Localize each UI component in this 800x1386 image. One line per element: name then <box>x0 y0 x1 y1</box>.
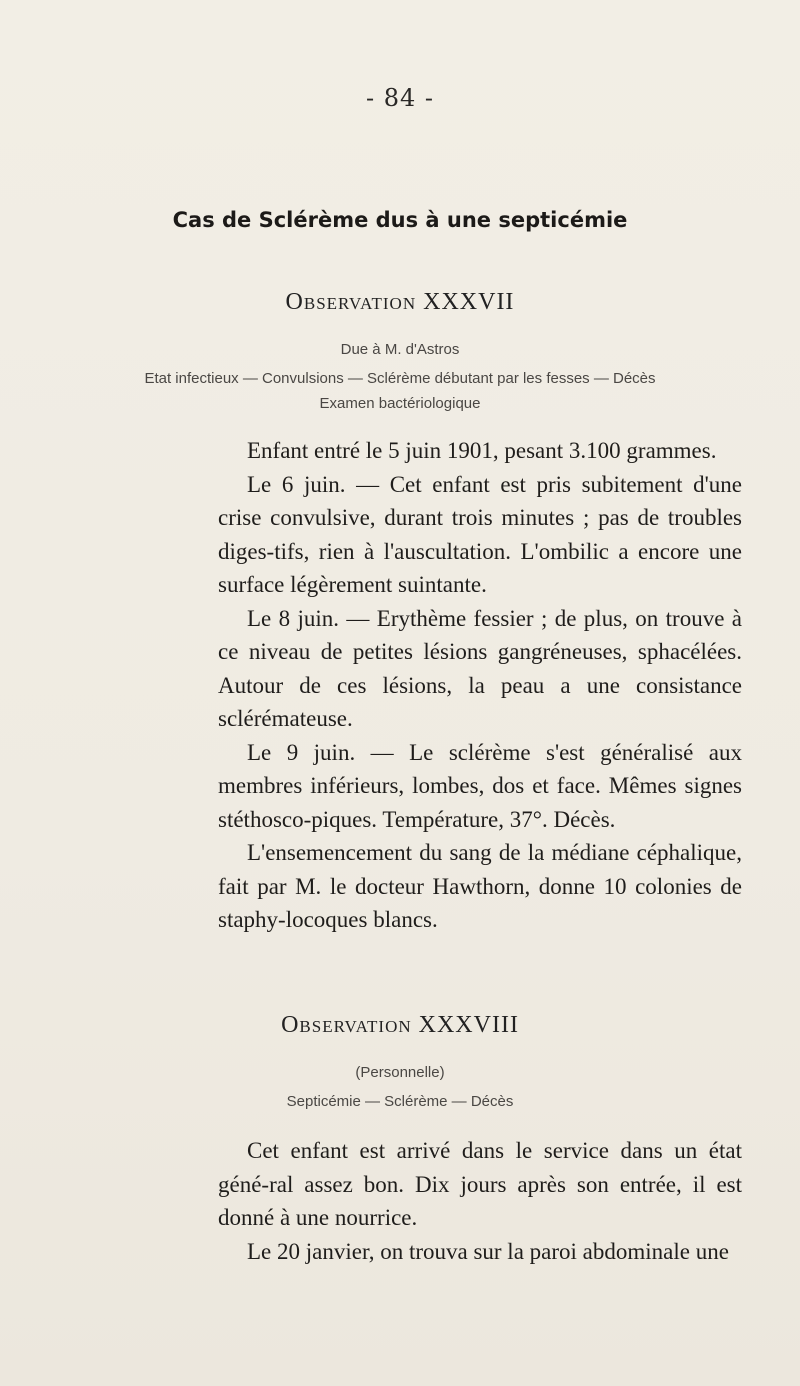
observation-38-heading-text: Observation XXXVIII <box>281 1012 519 1038</box>
observation-38-attribution: (Personnelle) <box>355 1064 445 1081</box>
observation-38-heading <box>0 1012 800 1039</box>
observation-37-attribution: Due à M. d'Astros <box>340 341 460 358</box>
observation-37-body <box>218 434 742 937</box>
observation-38-summary: Septicémie — Sclérème — Décès <box>286 1093 514 1110</box>
paragraph: Cet enfant est arrivé dans le service dans un état géné-ral assez bon. Dix jours après son entrée, il est donné à une nourrice. <box>218 1138 742 1230</box>
paragraph: Le 8 juin. — Erythème fessier ; de plus, on trouve à ce niveau de petites lésions gangréneuses, sphacélées. Autour de ces lésions, la peau a une consistance sclérémateuse. <box>218 605 742 731</box>
observation-37-summary-exam: Examen bactériologique <box>319 395 481 412</box>
paragraph: L'ensemencement du sang de la médiane céphalique, fait par M. le docteur Hawthorn, donne 10 colonies de staphy-locoques blancs. <box>218 840 742 932</box>
observation-37-summary: Etat infectieux — Convulsions — Sclérème débutant par les fesses — Décès <box>144 370 656 387</box>
observation-37-heading <box>0 289 800 316</box>
paragraph: Le 6 juin. — Cet enfant est pris subitement d'une crise convulsive, durant trois minutes ; pas de troubles diges-tifs, rien à l'auscultation. L'ombilic a encore une surface légèrement suintante. <box>218 471 742 597</box>
page-number: - 84 - <box>365 84 434 112</box>
section-title: Cas de Sclérème dus à une septicémie <box>172 208 628 232</box>
paragraph: Enfant entré le 5 juin 1901, pesant 3.100 grammes. <box>247 438 717 463</box>
paragraph: Le 9 juin. — Le sclérème s'est généralisé aux membres inférieurs, lombes, dos et face. Mêmes signes stéthosco-piques. Température, 37°. Décès. <box>218 739 742 832</box>
paragraph: Le 20 janvier, on trouva sur la paroi abdominale une <box>247 1238 729 1264</box>
observation-37-heading-text: Observation XXXVII <box>285 289 515 315</box>
observation-38-body <box>218 1134 742 1268</box>
